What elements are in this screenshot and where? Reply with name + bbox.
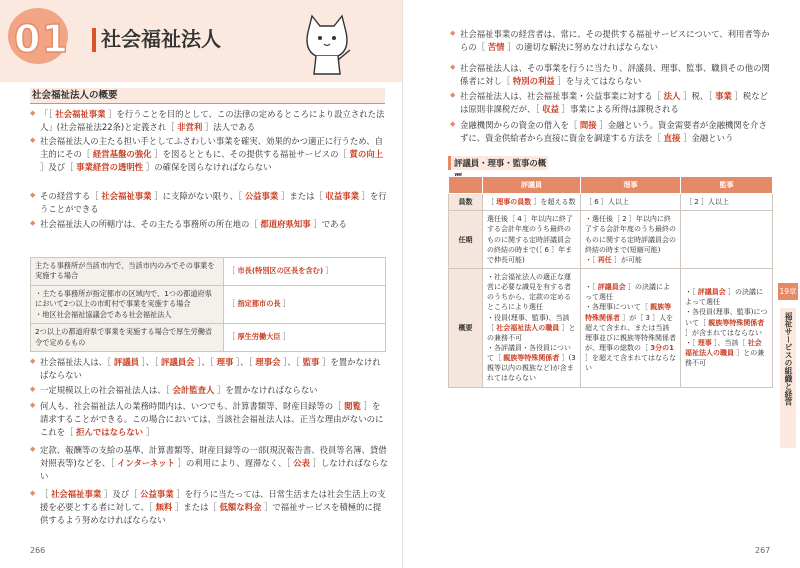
text-segment: 社会福祉法人は、［ bbox=[40, 357, 114, 367]
table-cell bbox=[681, 211, 773, 269]
answer-keyword: 評議員会 bbox=[161, 357, 195, 367]
table-row bbox=[449, 268, 773, 387]
answer-keyword: 法人 bbox=[663, 91, 681, 101]
bullet-business bbox=[30, 190, 388, 216]
text-segment: ］または［ bbox=[278, 191, 326, 201]
table-row bbox=[31, 285, 386, 323]
text-segment: ］を行うことができる bbox=[40, 191, 387, 215]
text-segment: ］で福祉サービスを積極的に提供するよう努めなければならない bbox=[40, 502, 382, 526]
answer-keyword: 低額な料金 bbox=[219, 502, 262, 513]
text-segment: ［ bbox=[228, 299, 238, 309]
text-segment: その経営する［ bbox=[40, 191, 102, 201]
jurisdiction-table bbox=[30, 257, 386, 352]
text-segment: 金融機関からの資金の借入を［ bbox=[460, 120, 580, 130]
answer-keyword: 社会福祉事業 bbox=[51, 489, 102, 499]
bullet-management bbox=[30, 135, 388, 174]
section-heading: 社会福祉法人の概要 bbox=[30, 88, 385, 104]
text-segment: ］、［ bbox=[194, 357, 217, 367]
text-segment: ］ bbox=[323, 266, 333, 276]
answer-keyword: 社会福祉法人の職員 bbox=[496, 323, 560, 332]
cat-mascot-icon bbox=[298, 10, 356, 76]
text-segment: ［ 6 ］人以上 bbox=[585, 198, 629, 207]
table-cell bbox=[681, 268, 773, 387]
answer-keyword: 再任 bbox=[597, 255, 612, 264]
bullet-authority bbox=[30, 218, 388, 231]
bullet-definition bbox=[30, 108, 388, 134]
answer-keyword: 評議員会 bbox=[597, 283, 626, 292]
answer-keyword: 評議員 bbox=[113, 357, 139, 367]
bullet-organs bbox=[30, 356, 388, 382]
officer-table bbox=[448, 176, 773, 388]
answer-keyword: 収益 bbox=[542, 104, 559, 115]
answer-keyword: 閲覧 bbox=[344, 401, 361, 411]
text-segment: 社会福祉法人の所轄庁は、その主たる事務所の所在地の［ bbox=[40, 219, 261, 229]
answer-keyword: 指定都市の長 bbox=[237, 299, 281, 309]
bullet-free-service bbox=[30, 488, 388, 527]
answer-keyword: 事業経営の透明性 bbox=[76, 162, 144, 173]
text-segment: ・主たる事務所が指定都市の区域内で、1つの都道府県において2つ以上の市町村で事業を実施する場合 bbox=[35, 288, 212, 309]
column-header: 理事 bbox=[581, 177, 681, 194]
chapter-tab: 19章 bbox=[778, 283, 798, 300]
text-segment: ・［ bbox=[685, 288, 698, 297]
answer-keyword: 非営利 bbox=[177, 122, 203, 133]
text-segment: ・社会福祉法人の適正な運営に必要な識見を有する者のうちから、定款の定めるところにより選任 bbox=[487, 272, 571, 312]
text-segment: ］の決議によって選任 bbox=[685, 288, 763, 307]
text-segment: ］である bbox=[310, 219, 347, 229]
text-segment: ・役員(理事、監事)、当該［ bbox=[487, 313, 570, 332]
column-header: 監事 bbox=[681, 177, 773, 194]
text-segment: 「［ bbox=[40, 109, 56, 119]
text-segment: ］、［ bbox=[280, 357, 303, 367]
answer-keyword: 市長(特別区の区長を含む) bbox=[237, 266, 324, 276]
table-cell bbox=[483, 211, 581, 269]
table-cell bbox=[581, 194, 681, 211]
answer-keyword: 社会福祉法人の職員 bbox=[685, 338, 762, 358]
table-cell bbox=[483, 268, 581, 387]
text-segment: ］を置かなければならない bbox=[214, 385, 318, 395]
text-segment: ］に支障がない限り、［ bbox=[151, 191, 245, 201]
answer-keyword: インターネット bbox=[117, 458, 175, 469]
table-row bbox=[449, 211, 773, 269]
answer-keyword: 理事の員数 bbox=[496, 198, 532, 207]
page-title: 社会福祉法人 bbox=[101, 27, 221, 51]
answer-keyword: 理事会 bbox=[255, 357, 281, 367]
text-segment: ］(3親等以内の親族など)が含まれてはならない bbox=[487, 354, 576, 383]
text-segment: ］、当該［ bbox=[711, 338, 748, 347]
chapter-number: 01 bbox=[14, 17, 69, 61]
text-segment: ］が含まれてはならない bbox=[685, 328, 762, 337]
text-segment: ］金融という。資金需要者が金融機関を介さずに、資金供給者から直接に資金を調達する方法を［ bbox=[460, 120, 767, 144]
text-segment: ］しなければならない bbox=[40, 458, 388, 482]
text-segment: ・［ bbox=[585, 255, 598, 264]
text-segment: ］を行うに当たっては、日常生活または社会生活上の支援を必要とする者に対して、［ bbox=[40, 489, 386, 513]
bullet-publication bbox=[30, 444, 388, 483]
table-cell bbox=[581, 268, 681, 387]
text-segment: ］ bbox=[280, 332, 291, 342]
answer-keyword: 収益事業 bbox=[325, 191, 360, 201]
table-cell bbox=[681, 194, 773, 211]
answer-keyword: 3分の1 bbox=[650, 343, 674, 352]
text-segment: ］を請求することができる。この場合においては、当該社会福祉法人は、正当な理由がないのにこれを［ bbox=[40, 401, 384, 438]
text-segment: ・各理事について［ bbox=[585, 303, 651, 312]
page-number-left: 266 bbox=[30, 546, 46, 555]
row-header: 任期 bbox=[449, 211, 483, 269]
bullet-auditor bbox=[30, 384, 388, 397]
text-segment: 社会福祉法人は、社会福祉事業・公益事業に対する［ bbox=[460, 91, 664, 101]
text-segment: ・各役員(理事、監事)について［ bbox=[685, 308, 768, 327]
jurisdiction-case bbox=[31, 324, 224, 352]
answer-keyword: 会計監査人 bbox=[172, 385, 215, 395]
answer-keyword: 親族等特殊関係者 bbox=[708, 318, 765, 327]
row-header: 員数 bbox=[449, 194, 483, 211]
text-segment: ［ 2 ］人以上 bbox=[685, 198, 729, 207]
bullet-complaints bbox=[450, 28, 775, 54]
table-row bbox=[31, 324, 386, 352]
table-cell bbox=[483, 194, 581, 211]
table-row bbox=[449, 194, 773, 211]
text-segment: ］または［ bbox=[172, 502, 220, 513]
answer-keyword: 親族等特殊関係者 bbox=[503, 354, 560, 363]
answer-keyword: 社会福祉事業 bbox=[55, 109, 106, 119]
text-segment: 社会福祉事業の経営者は、常に、その提供する福祉サービスについて、利用者等からの［ bbox=[460, 29, 770, 53]
text-segment: ］との兼務不可 bbox=[685, 349, 765, 368]
text-segment: ］、［ bbox=[233, 357, 256, 367]
table-cell bbox=[581, 211, 681, 269]
text-segment: 一定規模以上の社会福祉法人は、［ bbox=[40, 385, 173, 395]
answer-keyword: 間接 bbox=[579, 120, 597, 130]
answer-keyword: 親族等特殊関係者 bbox=[585, 303, 672, 322]
text-segment: ］が可能 bbox=[611, 255, 642, 264]
text-segment: ］法人である bbox=[202, 122, 256, 133]
title-accent-bar bbox=[92, 28, 96, 52]
text-segment: ］の決議によって選任 bbox=[585, 283, 670, 302]
text-segment: ・地区社会福祉協議会である社会福祉法人 bbox=[35, 309, 172, 319]
answer-keyword: 拒んではならない bbox=[76, 427, 144, 438]
text-segment: ］ bbox=[280, 299, 291, 309]
answer-keyword: 公益事業 bbox=[140, 489, 174, 499]
text-segment: ］を置かなければならない bbox=[40, 357, 381, 381]
text-segment: 定款、報酬等の支給の基準、計算書類等、財産目録等の一部(現況報告書、役員等名簿、貸借対照表等)などを、［ bbox=[40, 445, 387, 469]
answer-keyword: 理事 bbox=[697, 338, 712, 347]
answer-keyword: 質の向上 bbox=[349, 149, 383, 160]
text-segment: ］の利用により、遅滞なく、［ bbox=[174, 458, 294, 469]
answer-keyword: 経営基盤の強化 bbox=[92, 149, 152, 160]
answer-keyword: 理事 bbox=[216, 357, 234, 367]
text-segment: ］の確保を図らなければならない bbox=[143, 162, 272, 173]
jurisdiction-case bbox=[31, 285, 224, 323]
text-segment: ］、［ bbox=[138, 357, 162, 367]
text-segment: ［ bbox=[228, 332, 238, 342]
jurisdiction-authority bbox=[224, 324, 386, 352]
bullet-inspection bbox=[30, 400, 388, 439]
answer-keyword: 直接 bbox=[663, 133, 681, 144]
text-segment: ］事業による所得は課税される bbox=[558, 104, 679, 115]
text-segment: 2つ以上の都道府県で事業を実施する場合で厚生労働省令で定めるもの bbox=[35, 327, 213, 347]
text-segment: ］との兼務不可 bbox=[487, 323, 576, 342]
bullet-finance bbox=[450, 119, 775, 145]
answer-keyword: 都道府県知事 bbox=[260, 219, 311, 229]
answer-keyword: 事業 bbox=[715, 91, 732, 101]
text-segment: ・［ bbox=[585, 283, 598, 292]
table-row bbox=[31, 258, 386, 286]
text-segment: ］の適切な解決に努めなければならない bbox=[504, 42, 658, 53]
jurisdiction-authority bbox=[224, 258, 386, 286]
bullet-special-benefit bbox=[450, 62, 775, 88]
text-segment: ［ bbox=[487, 198, 497, 207]
answer-keyword: 公表 bbox=[293, 458, 310, 469]
answer-keyword: 評議員会 bbox=[697, 288, 726, 297]
text-segment: 何人も、社会福祉法人の業務時間内は、いつでも、計算書類等、財産目録等の［ bbox=[40, 401, 345, 411]
answer-keyword: 公益事業 bbox=[244, 191, 279, 201]
answer-keyword: 無料 bbox=[155, 502, 173, 513]
answer-keyword: 厚生労働大臣 bbox=[237, 332, 281, 342]
bullet-tax bbox=[450, 90, 775, 116]
column-header: 評議員 bbox=[483, 177, 581, 194]
text-segment: ・［ bbox=[685, 338, 698, 347]
chapter-tab-label: 福祉サービスの組織と経営 bbox=[780, 308, 796, 448]
text-segment: 社会福祉法人の主たる担い手としてふさわしい事業を確実、効果的かつ適正に行うため、自主的にその［ bbox=[40, 136, 384, 160]
answer-keyword: 特別の利益 bbox=[512, 76, 555, 87]
text-segment: ］及び［ bbox=[101, 489, 141, 499]
text-segment: ］金融という bbox=[680, 133, 734, 144]
text-segment: ］を超える数 bbox=[531, 198, 576, 207]
text-segment: 社会福祉法人は、その事業を行うに当たり、評議員、理事、監事、職員その他の関係者に対し［ bbox=[460, 63, 770, 87]
text-segment: ［ bbox=[228, 266, 238, 276]
text-segment: ］が［ 3 ］人を超えて含まれ、または当該理事並びに親族等特殊関係者が、理事の総数の［ bbox=[585, 313, 676, 352]
jurisdiction-authority bbox=[224, 285, 386, 323]
text-segment: ］税、［ bbox=[680, 91, 716, 101]
text-segment: ・各評議員・各役員について［ bbox=[487, 343, 571, 363]
text-segment: ］を図るとともに、その提供する福祉サービスの［ bbox=[151, 149, 350, 160]
jurisdiction-case bbox=[31, 258, 224, 286]
answer-keyword: 監事 bbox=[302, 357, 320, 367]
answer-keyword: 社会福祉事業 bbox=[101, 191, 152, 201]
text-segment: ］を与えてはならない bbox=[554, 76, 642, 87]
row-header: 概要 bbox=[449, 268, 483, 387]
text-segment: ・選任後［ 2 ］年以内に終了する会計年度のうち最終のものに関する定時評議員会の終結の時まで(短縮可能) bbox=[585, 215, 676, 254]
officer-table-title: 評議員・理事・監事の概 bbox=[448, 156, 548, 170]
text-segment: ［ bbox=[40, 489, 52, 499]
text-segment: ］税などは原則非課税だが、［ bbox=[460, 91, 768, 115]
answer-keyword: 苦情 bbox=[487, 42, 505, 53]
text-segment: ］及び［ bbox=[40, 162, 77, 173]
page-number-right: 267 bbox=[755, 546, 771, 555]
column-header bbox=[449, 177, 483, 194]
text-segment: 主たる事務所が当該市内で、当該市内のみでその事業を実施する場合 bbox=[35, 261, 215, 281]
text-segment: ］ bbox=[143, 427, 155, 438]
text-segment: ］を超えて含まれてはならない bbox=[585, 354, 676, 373]
text-segment: 選任後［ 4 ］年以内に終了する会計年度のうち最終のものに関する定時評議員会の終結の時まで(［ 6 ］年まで伸長可能) bbox=[487, 215, 573, 264]
text-segment: ］を行うことを目的として、この法律の定めるところにより設立された法人」(社会福祉法22条)と定義され［ bbox=[40, 109, 385, 133]
